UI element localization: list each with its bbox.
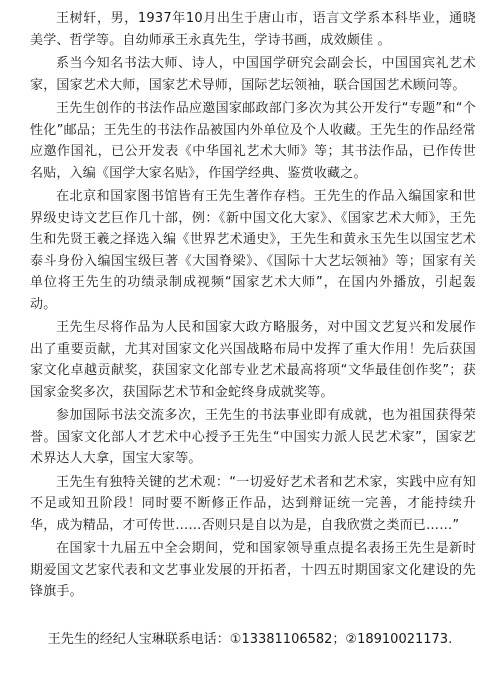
paragraph-recognition: 在国家十九届五中全会期间，党和国家领导重点提名表扬王先生是新时期爱国文艺家代表和文艺事业发展的开拓者，十四五时期国家文化建设的先锋旗手。 xyxy=(30,541,476,599)
article-body xyxy=(30,8,476,605)
paragraph-contributions: 王先生尽将作品为人民和国家大政方略服务，对中国文艺复兴和发展作出了重要贡献，尤其对国家文化兴国战略布局中发挥了重大作用！先后获国家文化卓越贡献奖，获国家文化部专业艺术最高将项“文华最佳创作奖”；获国家金奖多次，获国际艺术节和金蛇终身成就奖等。 xyxy=(30,320,476,400)
paragraph-works: 王先生创作的书法作品应邀国家邮政部门多次为其公开发行“专题”和“个性化”邮品；王先生的书法作品被国内外单位及个人收藏。王先生的作品经常应邀作国礼，已公开发表《中华国礼艺术大师》等；其书法作品，已作传世名贴，入编《国学大家名贴》，作国学经典、鉴赏收藏之。 xyxy=(30,101,476,181)
paragraph-intro: 王树轩，男，1937年10月出生于唐山市，语言文学系本科毕业，通晓美学、哲学等。自幼师承王永真先生，学诗书画，成效颇佳 。 xyxy=(30,11,476,48)
paragraph-art-view: 王先生有独特关键的艺术观：“一切爱好艺术者和艺术家，实践中应有知不足或知丑阶段！同时要不断修正作品，达到辩证统一完善，才能持续升华，成为精品，才可传世……否则只是自以为是，自我欣赏之类而已……” xyxy=(30,474,476,533)
paragraph-honors: 参加国际书法交流多次，王先生的书法事业即有成就，也为祖国获得荣誉。国家文化部人才艺术中心授予王先生“中国实力派人民艺术家”，国家艺术界达人大拿，国宝大家等。 xyxy=(30,408,476,466)
contact-line: 王先生的经纪人宝琳联系电话：①13381106582；②18910021173. xyxy=(47,632,453,647)
paragraph-archives: 在北京和国家图书馆皆有王先生著作存档。王先生的作品入编国家和世界级史诗文艺巨作几十部，例：《新中国文化大家》、《国家艺术大师》，王先生和先贤王羲之择选入编《世界艺术通史》，王先生和黄永玉先生以国宝艺术泰斗身份入编国宝级巨著《大国脊梁》、《国际十大艺坛领袖》等；国家有关单位将王先生的功绩录制成视频“国家艺术大师”，在国内外播放，引起轰动。 xyxy=(30,189,476,312)
paragraph-titles: 系当今知名书法大师、诗人，中国国学研究会副会长，中国国宾礼艺术家，国家艺术大师，国家艺术导师，国际艺坛领袖，联合国国艺术顾问等。 xyxy=(30,56,476,93)
